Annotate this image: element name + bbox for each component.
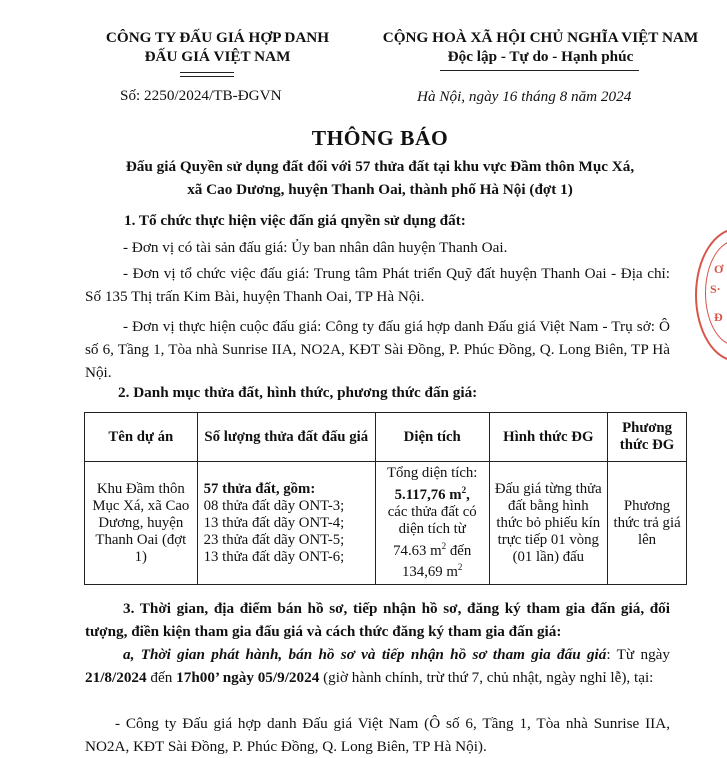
area-total-line: 5.117,76 $m^2$, [394,484,470,503]
section1-heading: 1. Tổ chức thực hiện việc đấn giá qnyền sử dụng đất: [124,212,466,229]
cell-count [197,462,375,585]
section3-a-date2: 17h00’ ngày 05/9/2024 [176,669,320,686]
section3-a-item1: - Công ty Đấu giá hợp danh Đấu giá Việt Nam (Ô số 6, Tầng 1, Tòa nhà Sunrise IIA, NO2A, KĐT Sài Đồng, P. Phúc Đồng, Q. Long Biên, TP Hà Nội). [85,715,670,755]
count-line: 13 thửa đất dãy ONT-4; [203,514,345,531]
company-name-block [70,28,365,66]
area-to: đến [449,542,472,559]
area-min-line [380,538,485,560]
area-min-sup: 2 [441,540,447,551]
section3-a-label: a, Thời gian phát hành, bán hồ sơ và tiếp nhận hồ sơ tham gia đấu giá [123,646,607,663]
col-header-count: Số lượng thửa đất đấu giá [197,413,375,462]
section1-owner: - Đơn vị có tài sản đấu giá: Ủy ban nhân dân huyện Thanh Oai. [123,239,508,256]
col-header-method: Phương thức ĐG [608,413,687,462]
area-total-sup: 2 [461,484,467,495]
section1-organizer: - Đơn vị tổ chức việc đấu giá: Trung tâm Phát triển Quỹ đất huyện Thanh Oai - Địa chỉ: Số 135 Thị trấn Kim Bài, huyện Thanh Oai, TP Hà Nội. [85,265,670,305]
section3-a-rest: (giờ hành chính, trừ thứ 7, chủ nhật, ngày nghỉ lễ), tại: [323,669,654,686]
col-header-form: Hình thức ĐG [489,413,608,462]
doc-subtitle-line2: xã Cao Dương, huyện Thanh Oai, thành phố Hà Nội (đợt 1) [187,181,573,198]
count-line: 13 thửa đất dãy ONT-6; [203,548,345,565]
nation-name: CỘNG HOÀ XÃ HỘI CHỦ NGHĨA VIỆT NAM [382,29,699,46]
section3-a-date1: 21/8/2024 [85,669,147,686]
cell-project: Khu Đầm thôn Mục Xá, xã Cao Dương, huyện Thanh Oai (đợt 1) [85,462,198,585]
col-header-project: Tên dự án [85,413,198,462]
nation-block [368,28,713,66]
table-row [85,462,687,585]
table-header-row [85,413,687,462]
doc-title: THÔNG BÁO [311,126,449,150]
area-max-line [380,559,485,581]
cell-form: Đấu giá từng thửa đất bằng hình thức bỏ phiếu kín trực tiếp 01 vòng (01 lần) đấu [489,462,608,585]
section3-heading: 3. Thời gian, địa điểm bán hồ sơ, tiếp nhận hồ sơ, đăng ký tham gia đấn giá, đối tượng, điền kiện tham gia đấu giá và cách thức đăng ký tham gia đấn giá: [85,600,670,640]
area-max-sup: 2 [457,562,463,573]
section1-executor: - Đơn vị thực hiện cuộc đấu giá: Công ty đấu giá hợp danh Đấu giá Việt Nam - Trụ sở: Ô số 6, Tầng 1, Tòa nhà Sunrise IIA, NO2A, KĐT Sài Đồng, P. Phúc Đồng, Q. Long Biên, TP Hà Nội. [85,318,670,381]
motto: Độc lập - Tự do - Hạnh phúc [447,48,634,65]
stamp-text-3: Đ [714,310,723,324]
doc-subtitle-line1: Đấu giá Quyền sử dụng đất đối với 57 thửa đất tại khu vực Đầm thôn Mục Xá, [125,158,635,175]
header-divider-2 [180,76,234,77]
document-date: Hà Nội, ngày 16 tháng 8 năm 2024 [417,88,632,105]
header-divider-1 [180,72,234,73]
stamp-text-1: Ơ [714,262,724,276]
section2-heading: 2. Danh mục thửa đất, hình thức, phương thức đấn giá: [118,384,478,401]
stamp-text-2: S· [710,282,721,296]
col-header-area: Diện tích [375,413,489,462]
motto-underline [440,70,639,71]
section3-a-den: đến [150,669,173,686]
doc-subtitle [40,155,720,201]
count-line: 23 thửa đất dãy ONT-5; [203,531,345,548]
company-name-line1: CÔNG TY ĐẤU GIÁ HỢP DANH [105,29,330,46]
document-number: Số: 2250/2024/TB-ĐGVN [120,87,282,104]
cell-area [375,462,489,585]
area-text: các thửa đất có diện tích từ [387,503,477,537]
count-title: 57 thửa đất, gồm: [203,480,316,497]
area-max: 134,69 m [402,564,458,581]
section3-a-from: : Từ ngày [606,646,670,663]
area-label: Tổng diện tích: [387,464,478,481]
cell-method: Phương thức trả giá lên [608,462,687,585]
area-total: 5.117,76 m [394,486,462,503]
count-line: 08 thửa đất dãy ONT-3; [203,497,345,514]
land-table [84,412,687,585]
area-min: 74.63 m [393,542,442,559]
section3-a-paragraph [85,643,670,689]
company-name-line2: ĐẤU GIÁ VIỆT NAM [144,48,291,65]
